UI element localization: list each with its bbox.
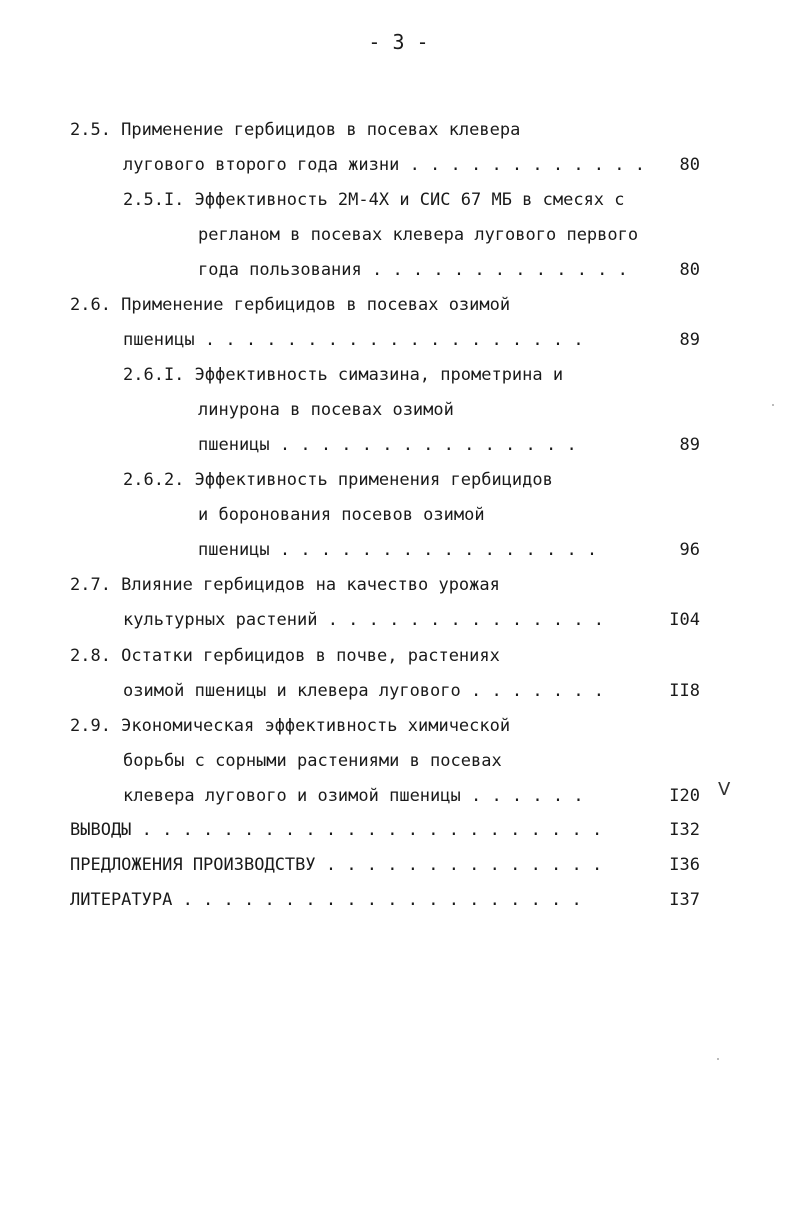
toc-page-2-8: II8: [669, 681, 700, 701]
scan-speck: [717, 1058, 719, 1060]
toc-page-2-5: 80: [679, 155, 700, 175]
toc-heading-2-5: 2.5. Применение гербицидов в посевах клевера: [70, 120, 521, 140]
toc-page-2-6-2: 96: [679, 540, 700, 560]
toc-heading-2-8: 2.8. Остатки гербицидов в почве, растениях: [70, 646, 500, 666]
toc-heading-2-6-2-cont: и боронования посевов озимой: [198, 505, 485, 525]
toc-heading-2-6-2-cont2: пшеницы . . . . . . . . . . . . . . . .: [198, 540, 598, 560]
scan-speck: [772, 404, 774, 406]
toc-heading-2-6-2: 2.6.2. Эффективность применения гербицидов: [123, 470, 553, 490]
toc-heading-2-6-1-cont: линурона в посевах озимой: [198, 400, 454, 420]
toc-literature: ЛИТЕРАТУРА . . . . . . . . . . . . . . . . . . . .: [70, 890, 582, 910]
toc-page-2-5-1: 80: [679, 260, 700, 280]
toc-heading-2-5-1: 2.5.I. Эффективность 2М-4Х и СИС 67 МБ в смесях с: [123, 190, 625, 210]
toc-heading-2-6: 2.6. Применение гербицидов в посевах озимой: [70, 295, 511, 315]
toc-heading-2-7-cont: культурных растений . . . . . . . . . . . . . .: [123, 610, 605, 630]
handwritten-check-mark: V: [718, 779, 731, 800]
page-number: - 3 -: [368, 30, 429, 54]
toc-heading-2-8-cont: озимой пшеницы и клевера лугового . . . . . . .: [123, 681, 605, 701]
toc-page-2-6-1: 89: [679, 435, 700, 455]
toc-page-conclusions: I32: [669, 820, 700, 840]
toc-page-2-6: 89: [679, 330, 700, 350]
toc-heading-2-7: 2.7. Влияние гербицидов на качество урожая: [70, 575, 500, 595]
toc-page-proposals: I36: [669, 855, 700, 875]
toc-heading-2-5-cont: лугового второго года жизни . . . . . . . . . . . .: [123, 155, 645, 175]
toc-heading-2-5-1-cont: регланом в посевах клевера лугового первого: [198, 225, 639, 245]
toc-heading-2-6-1: 2.6.I. Эффективность симазина, прометрина и: [123, 365, 564, 385]
toc-proposals: ПРЕДЛОЖЕНИЯ ПРОИЗВОДСТВУ . . . . . . . . . . . . . .: [70, 855, 603, 875]
toc-conclusions: ВЫВОДЫ . . . . . . . . . . . . . . . . . . . . . . .: [70, 820, 603, 840]
toc-page-2-7: I04: [669, 610, 700, 630]
toc-page-literature: I37: [669, 890, 700, 910]
toc-page-2-9: I20: [669, 786, 700, 806]
toc-heading-2-5-1-cont2: года пользования . . . . . . . . . . . . .: [198, 260, 628, 280]
toc-heading-2-9-cont: борьбы с сорными растениями в посевах: [123, 751, 502, 771]
toc-heading-2-9-cont2: клевера лугового и озимой пшеницы . . . . . .: [123, 786, 584, 806]
toc-heading-2-6-1-cont2: пшеницы . . . . . . . . . . . . . . .: [198, 435, 577, 455]
toc-heading-2-9: 2.9. Экономическая эффективность химической: [70, 716, 511, 736]
toc-heading-2-6-cont: пшеницы . . . . . . . . . . . . . . . . . . .: [123, 330, 584, 350]
